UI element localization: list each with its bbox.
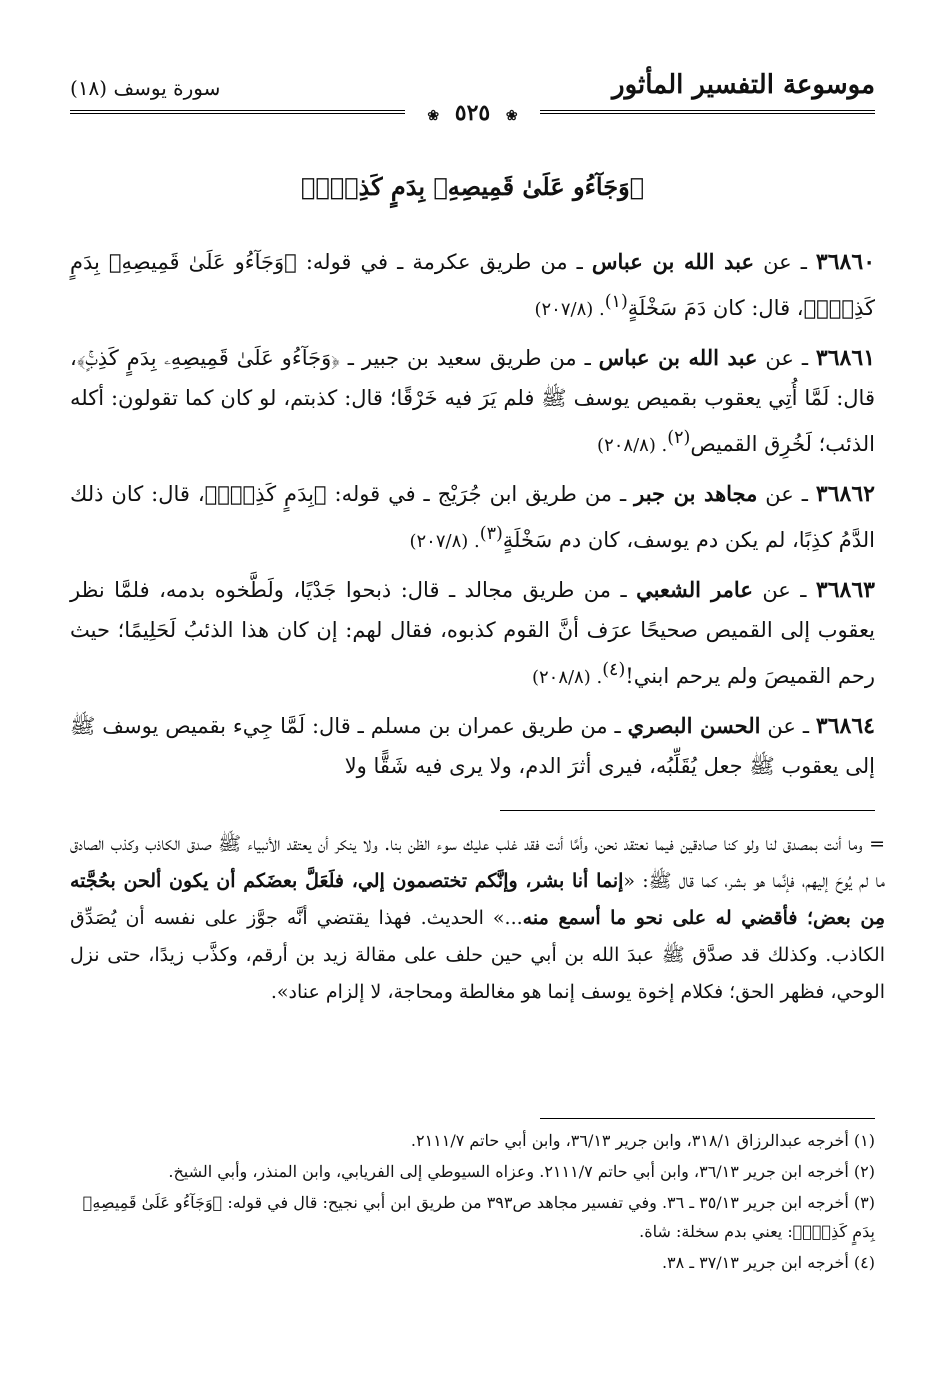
narration-prefix: ـ عن (754, 250, 816, 274)
narration-number: ٣٦٨٦١ (815, 345, 876, 371)
narration-prefix: ـ عن (757, 482, 816, 506)
narrator-name: عامر الشعبي (636, 577, 753, 602)
surah-label: سورة يوسف (١٨) (70, 76, 221, 100)
narrations (70, 242, 875, 794)
footnote-marker[interactable]: (٢) (667, 428, 691, 448)
ornament-icon: ❀ (505, 108, 518, 124)
narration (70, 242, 875, 330)
footnote: (٤) أخرجه ابن جرير ٣٧/١٣ ـ ٣٨. (661, 1253, 875, 1272)
continued-footnote (70, 826, 885, 1011)
footnote: (١) أخرجه عبدالرزاق ٣١٨/١، وابن جرير ٣٦/١٣، وابن أبي حاتم ٢١١١/٧. (410, 1131, 875, 1150)
footnotes (70, 1126, 875, 1279)
narrator-name: عبد الله بن عباس (591, 249, 755, 274)
narrator-name: الحسن البصري (627, 713, 761, 738)
page-number-box (0, 100, 945, 129)
footnote-marker[interactable]: (٣) (479, 524, 503, 544)
book-title: موسوعة التفسير المأثور (612, 70, 875, 100)
narration-text: ـ من طريق مجالد ـ قال: ذبحوا جَدْيًا، ولَطَّخوه بدمه، فلمَّا نظر يعقوب إلى القميص صحيحًا عرَف أنَّ القوم كذبوه، فقال لهم: إن كان هذا الذئبُ لَحَلِيمًا؛ حيث رحم القميصَ ولم يرحم ابني! (70, 578, 875, 688)
volume-reference: . (٢٠٨/٨) (597, 435, 668, 456)
narration-text: ـ من طريق عكرمة ـ في قوله: ﴿وَجَآءُو عَلَىٰ قَمِيصِهِۦ بِدَمٍ كَذِبٍۚ﴾، قال: كان دَمَ سَخْلَةٍ (70, 250, 875, 320)
footnote-marker[interactable]: (١) (604, 292, 628, 312)
narration (70, 338, 875, 466)
narrator-name: عبد الله بن عباس (598, 345, 758, 370)
volume-reference: . (٢٠٧/٨) (534, 299, 605, 320)
narration-text: ـ من طريق ابن جُرَيْج ـ في قوله: ﴿بِدَمٍ كَذِبٍۚ﴾، قال: كان ذلك الدَّمُ كذِبًا، لم يكن دم يوسف، كان دم سَخْلَةٍ (70, 482, 875, 552)
narration-text: ـ من طريق سعيد بن جبير ـ ﴿وَجَآءُو عَلَىٰ قَمِيصِهِۦ بِدَمٍ كَذِبٍۚ﴾، قال: لَمَّا أُتِي يعقوب بقميص يوسف ﷺ فلم يَرَ فيه خَرْقًا؛ قال: كذبتم، لو كان كما تقولون: أكله الذئب؛ لَخُرِق القميص (70, 346, 875, 456)
footnote-marker[interactable]: (٤) (602, 660, 626, 680)
narrator-name: مجاهد بن جبر (634, 481, 758, 506)
ornament-icon: ❀ (427, 108, 440, 124)
narration-prefix: ـ عن (757, 346, 816, 370)
page-number-wrap (405, 100, 539, 129)
footnote: (٢) أخرجه ابن جرير ٣٦/١٣، وابن أبي حاتم ٢١١١/٧. وعزاه السيوطي إلى الفريابي، وابن المنذر، وأبي الشيخ. (168, 1162, 875, 1181)
continued-text-end: ...» الحديث. فهذا يقتضي أنَّه جوَّز على نفسه أن يُصَدِّق الكاذب. وكذلك قد صدَّق ﷺ عبدَ الله بن أبي حين حلف على مقالة زيد بن أرقم، وكذَّب زيدًا، حتى نزل الوحي، فظهر الحق؛ فكلام إخوة يوسف إنما هو مغالطة ومحاجة، لا إلزام عناد». (70, 907, 885, 1003)
narration-number: ٣٦٨٦٣ (815, 577, 875, 603)
narration-text: ـ من طريق عمران بن مسلم ـ قال: لَمَّا جِيء بقميص يوسف ﷺ إلى يعقوب ﷺ جعل يُقَلِّبُه، فيرى أثرَ الدم، ولا يرى فيه شَقًّا ولا (70, 714, 875, 778)
narration-number: ٣٦٨٦٤ (815, 713, 875, 739)
narration (70, 474, 875, 562)
narration (70, 570, 875, 698)
narration-prefix: ـ عن (760, 714, 816, 738)
verse-heading: ﴿وَجَآءُو عَلَىٰ قَمِيصِهِۦ بِدَمٍ كَذِبٍۚ﴾ (300, 172, 645, 201)
narration-prefix: ـ عن (752, 578, 816, 602)
continued-text: = وما أنت بمصدق لنا ولو كنا صادقين فيما نعتقد نحن، وأمَّا أنت فقد غلب عليك سوء الظن بنا. ولا ينكر أن يعتقد الأنبياء ﷺ صدق الكاذب وكذب الصادق ما لم يُوحَ إليهم، فإنَّما هو بشر، كما قال ﷺ: « (70, 833, 885, 892)
volume-reference: . (٢٠٧/٨) (409, 531, 480, 552)
narration-number: ٣٦٨٦٢ (815, 481, 875, 507)
footnote: (٣) أخرجه ابن جرير ٣٥/١٣ ـ ٣٦. وفي تفسير مجاهد ص٣٩٣ من طريق ابن أبي نجيح: قال في قوله: ﴿وَجَآءُو عَلَىٰ قَمِيصِهِۦ بِدَمٍ كَذِبٍۚ﴾: يعني بدم سخلة: شاة. (82, 1193, 875, 1241)
volume-reference: . (٢٠٨/٨) (531, 667, 603, 688)
page-number: ٥٢٥ (454, 100, 491, 126)
narration-number: ٣٦٨٦٠ (815, 249, 876, 275)
footnote-separator (500, 810, 875, 811)
narration (70, 706, 875, 786)
footnote-separator (540, 1118, 875, 1119)
hadith-quote: إنما أنا بشر، وإنَّكم تختصمون إلي، فلَعَلَّ بعضَكم أن يكون ألحن بحُجَّته مِن بعض؛ فأقضي له على نحو ما أسمع منه (70, 870, 885, 929)
